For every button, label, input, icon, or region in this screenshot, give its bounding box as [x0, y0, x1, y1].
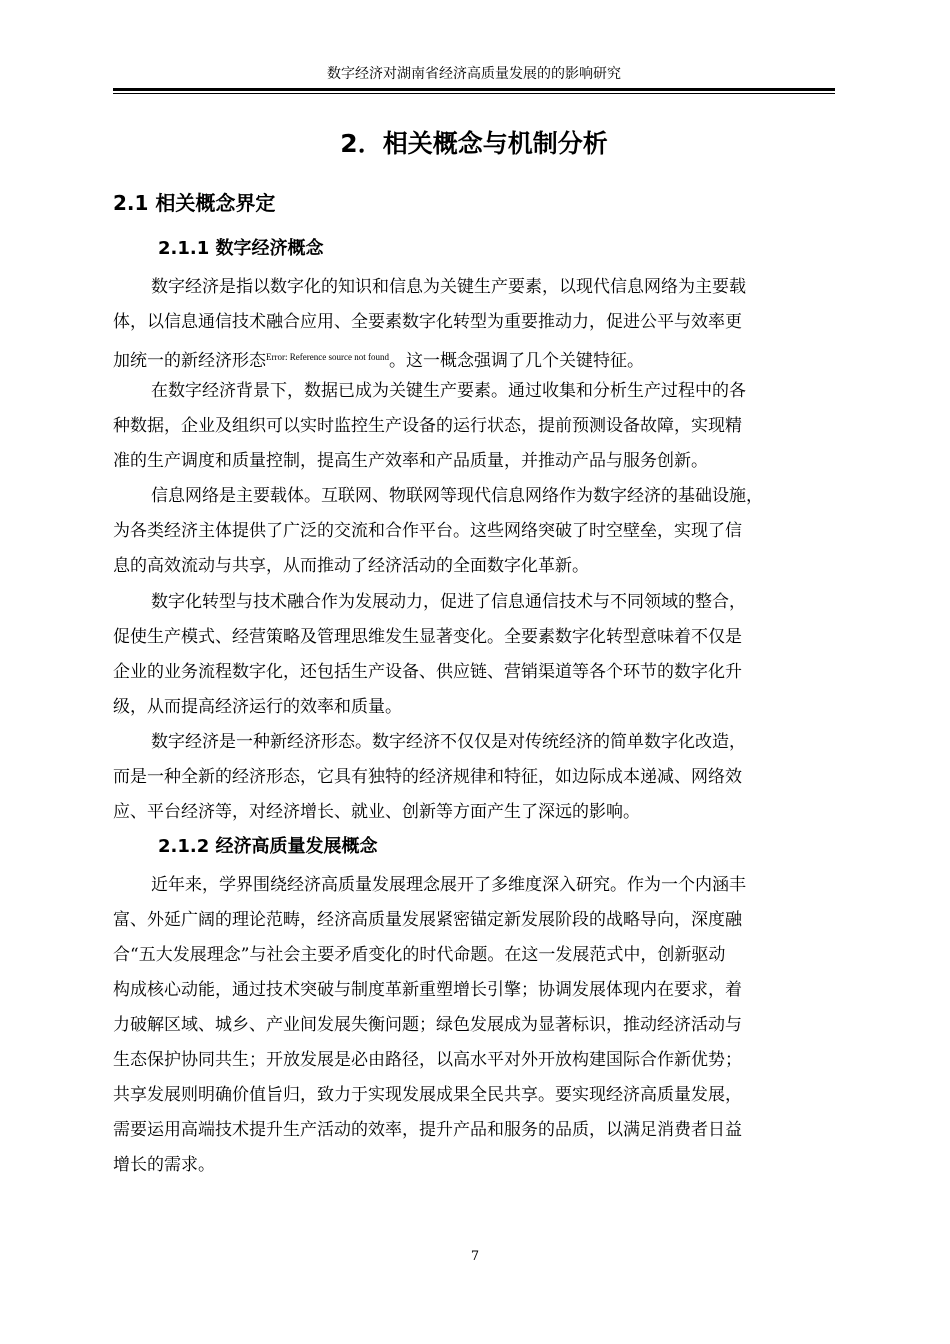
paragraph-line: 级，从而提高经济运行的效率和质量。 — [113, 697, 402, 717]
paragraph-line: 需要运用高端技术提升生产活动的效率，提升产品和服务的品质，以满足消费者日益 — [113, 1120, 742, 1140]
paragraph-text: 加统一的新经济形态 — [113, 351, 266, 371]
paragraph-line: 构成核心动能，通过技术突破与制度革新重塑增长引擎；协调发展体现内在要求，着 — [113, 980, 742, 1000]
paragraph-line: 在数字经济背景下，数据已成为关键生产要素。通过收集和分析生产过程中的各 — [151, 381, 746, 401]
paragraph-line: 种数据，企业及组织可以实时监控生产设备的运行状态，提前预测设备故障，实现精 — [113, 416, 742, 436]
paragraph-network-carrier — [113, 479, 837, 584]
paragraph-text: 。这一概念强调了几个关键特征。 — [388, 351, 644, 371]
paragraph-line: 体，以信息通信技术融合应用、全要素数字化转型为重要推动力，促进公平与效率更 — [113, 312, 742, 332]
paragraph-high-quality-development — [113, 868, 837, 1183]
paragraph-line: 数字经济是一种新经济形态。数字经济不仅仅是对传统经济的简单数字化改造， — [151, 732, 746, 752]
paragraph-line: 合“五大发展理念”与社会主要矛盾变化的时代命题。在这一发展范式中，创新驱动 — [113, 945, 726, 965]
paragraph-line: 促使生产模式、经营策略及管理思维发生显著变化。全要素数字化转型意味着不仅是 — [113, 627, 742, 647]
subsection-heading-digital-economy: 2.1.1 数字经济概念 — [158, 238, 324, 259]
paragraph-line: 生态保护协同共生；开放发展是必由路径，以高水平对外开放构建国际合作新优势； — [113, 1050, 742, 1070]
header-rule-thick — [113, 88, 835, 91]
running-header: 数字经济对湖南省经济高质量发展的的影响研究 — [327, 66, 621, 82]
header-rule-thin — [113, 93, 835, 94]
paragraph-line: 准的生产调度和质量控制，提高生产效率和产品质量，并推动产品与服务创新。 — [113, 451, 708, 471]
paragraph-data-factor — [113, 374, 837, 479]
section-heading: 2.1 相关概念界定 — [113, 191, 276, 215]
paragraph-line: 而是一种全新的经济形态，它具有独特的经济规律和特征，如边际成本递减、网络效 — [113, 767, 742, 787]
paragraph-line: 企业的业务流程数字化，还包括生产设备、供应链、营销渠道等各个环节的数字化升 — [113, 662, 742, 682]
subsection-heading-high-quality-development: 2.1.2 经济高质量发展概念 — [158, 836, 378, 857]
page-number: 7 — [470, 1249, 480, 1264]
paragraph-digital-transformation — [113, 585, 837, 725]
paragraph-line: 近年来，学界围绕经济高质量发展理念展开了多维度深入研究。作为一个内涵丰 — [151, 875, 746, 895]
paragraph-line: 富、外延广阔的理论范畴，经济高质量发展紧密锚定新发展阶段的战略导向，深度融 — [113, 910, 742, 930]
paragraph-line: 息的高效流动与共享，从而推动了经济活动的全面数字化革新。 — [113, 556, 589, 576]
paragraph-line: 应、平台经济等，对经济增长、就业、创新等方面产生了深远的影响。 — [113, 802, 640, 822]
paragraph-line: 共享发展则明确价值旨归，致力于实现发展成果全民共享。要实现经济高质量发展， — [113, 1085, 742, 1105]
paragraph-line: 数字经济是指以数字化的知识和信息为关键生产要素，以现代信息网络为主要载 — [151, 277, 746, 297]
paragraph-line — [113, 340, 837, 375]
paragraph-definition — [113, 270, 837, 375]
paragraph-new-economic-form — [113, 725, 837, 830]
paragraph-line: 为各类经济主体提供了广泛的交流和合作平台。这些网络突破了时空壁垒，实现了信 — [113, 521, 742, 541]
reference-error-note: Error: Reference source not found — [266, 352, 389, 362]
paragraph-line: 增长的需求。 — [113, 1155, 215, 1175]
paragraph-line: 数字化转型与技术融合作为发展动力，促进了信息通信技术与不同领域的整合， — [151, 592, 746, 612]
chapter-title: 2．相关概念与机制分析 — [340, 129, 608, 158]
paragraph-line: 信息网络是主要载体。互联网、物联网等现代信息网络作为数字经济的基础设施， — [151, 486, 763, 506]
paragraph-line: 力破解区域、城乡、产业间发展失衡问题；绿色发展成为显著标识，推动经济活动与 — [113, 1015, 742, 1035]
